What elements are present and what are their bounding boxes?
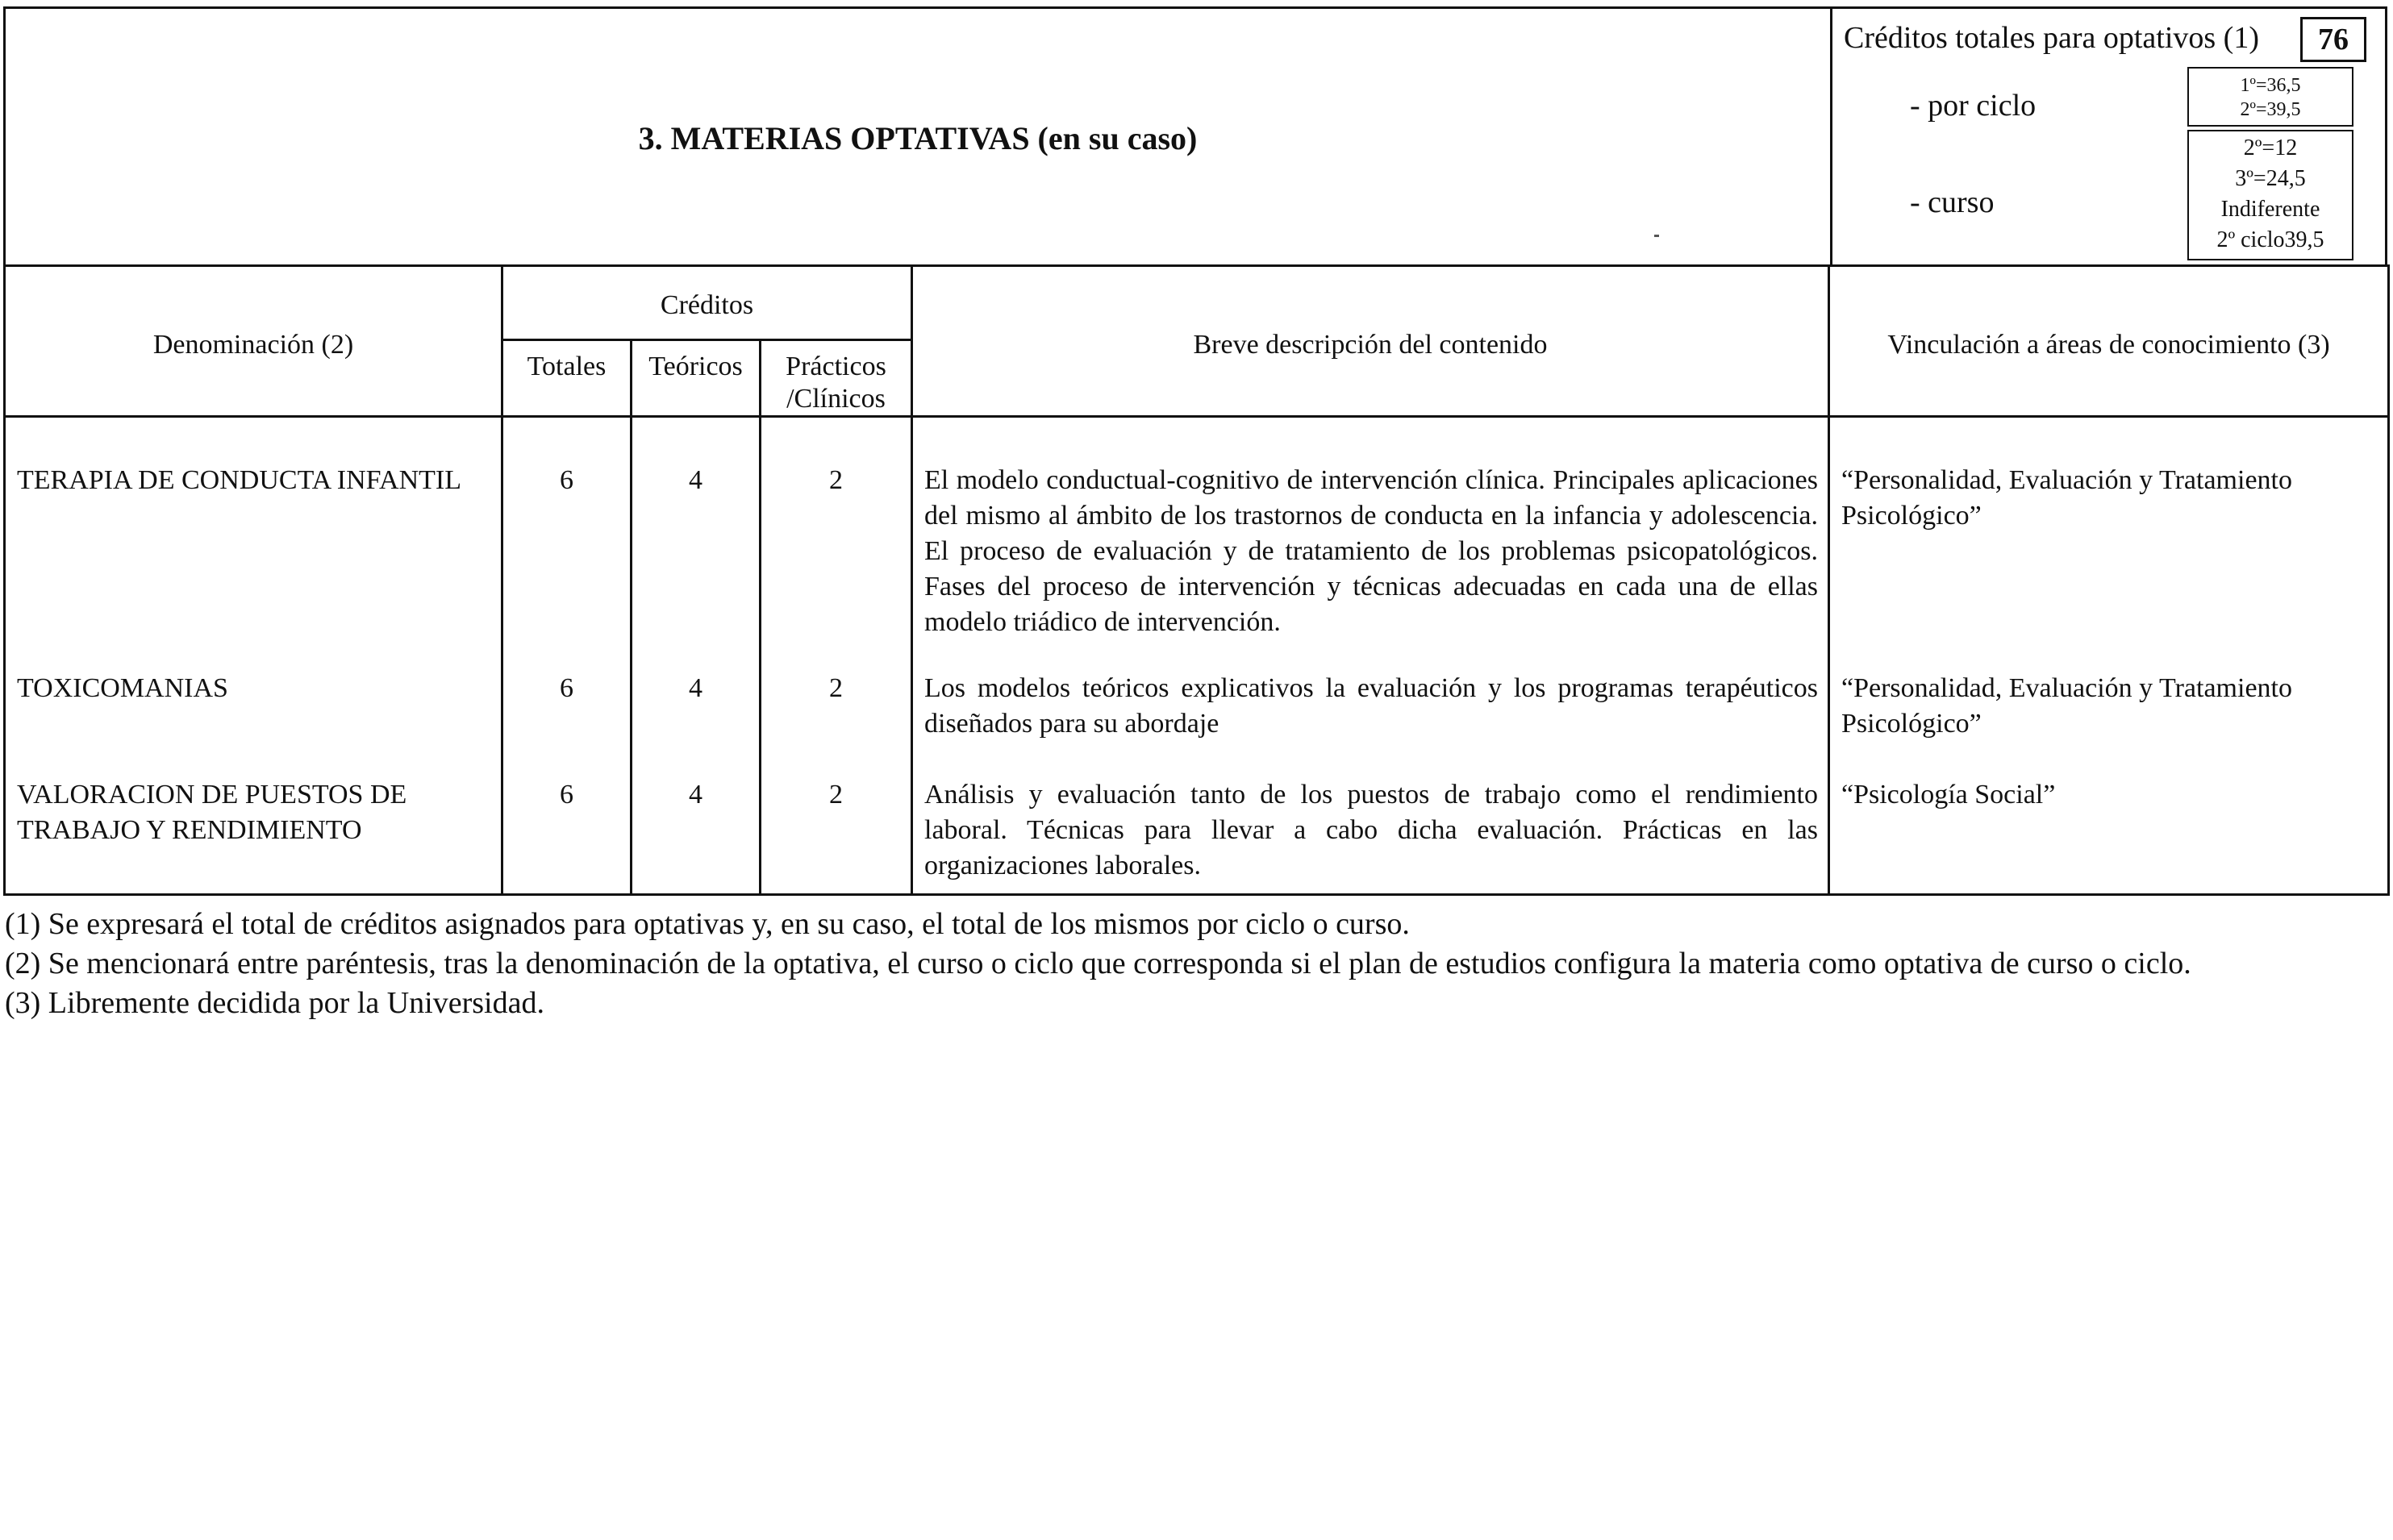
vinculacion-cell (1829, 417, 2389, 895)
credits-totales: 6 (560, 465, 573, 495)
credits-teoricos: 4 (689, 673, 702, 703)
curso-box (2187, 130, 2353, 260)
footnotes (5, 905, 2191, 1023)
table-body-row (5, 417, 2389, 895)
credits-practicos: 2 (829, 673, 843, 703)
curso-value: 3º=24,5 (2235, 166, 2306, 191)
practicos-cell (761, 417, 912, 895)
subject-description: Análisis y evaluación tanto de los puestos de trabajo como el rendimiento laboral. Técnicas para llevar a cabo dicha evaluación. Prácticas en las organizaciones laborales. (924, 780, 1818, 880)
teoricos-cell (632, 417, 761, 895)
col-header-denominacion: Denominación (2) (5, 266, 502, 417)
knowledge-area: “Personalidad, Evaluación y Tratamiento Psicológico” (1841, 465, 2292, 531)
col-header-totales: Totales (502, 340, 632, 417)
curso-value: Indiferente (2220, 197, 2320, 222)
subject-name: TOXICOMANIAS (17, 673, 228, 703)
credits-teoricos: 4 (689, 465, 702, 495)
total-credits-label: Créditos totales para optativos (1) (1844, 21, 2259, 55)
table-header-row (5, 266, 2389, 340)
footnote: (2) Se mencionará entre paréntesis, tras la denominación de la optativa, el curso o ciclo que corresponda si el plan de estudios configura la materia como optativa de curso o ciclo. (5, 947, 2191, 980)
por-ciclo-box (2187, 67, 2353, 127)
subject-name: TERAPIA DE CONDUCTA INFANTIL (17, 465, 462, 495)
descripcion-cell (912, 417, 1829, 895)
knowledge-area: “Psicología Social” (1841, 780, 2056, 810)
credits-teoricos: 4 (689, 780, 702, 810)
knowledge-area: “Personalidad, Evaluación y Tratamiento Psicológico” (1841, 673, 2292, 739)
credits-practicos: 2 (829, 780, 843, 810)
footnote: (3) Libremente decidida por la Universidad. (5, 986, 544, 1020)
credits-summary (1830, 9, 2387, 267)
denominacion-cell (5, 417, 502, 895)
por-ciclo-value: 1º=36,5 (2240, 75, 2301, 96)
section-title: 3. MATERIAS OPTATIVAS (en su caso) (638, 119, 1198, 156)
credits-totales: 6 (560, 780, 573, 810)
curso-value: 2º=12 (2243, 135, 2298, 160)
por-ciclo-label: - por ciclo (1910, 89, 2037, 123)
subject-description: Los modelos teóricos explicativos la evaluación y los programas terapéuticos diseñados para su abordaje (924, 673, 1818, 739)
col-header-teoricos: Teóricos (632, 340, 761, 417)
col-header-practicos: Prácticos /Clínicos (761, 340, 912, 417)
col-header-creditos: Créditos (502, 266, 912, 340)
por-ciclo-value: 2º=39,5 (2240, 99, 2301, 120)
totales-cell (502, 417, 632, 895)
credits-practicos: 2 (829, 465, 843, 495)
subject-name: VALORACION DE PUESTOS DE TRABAJO Y RENDIMIENTO (17, 780, 407, 845)
curso-value: 2º ciclo39,5 (2216, 227, 2324, 252)
total-credits-value: 76 (2300, 17, 2366, 62)
subject-description: El modelo conductual-cognitivo de intervención clínica. Principales aplicaciones del mismo al ámbito de los trastornos de conducta en la infancia y adolescencia. El proceso de evaluación y de tratamiento de los problemas psicopatológicos. Fases del proceso de intervención y técnicas adecuadas en cada una de ellas modelo triádico de intervención. (924, 465, 1818, 637)
curso-label: - curso (1910, 185, 1995, 219)
section-header (3, 6, 2387, 264)
footnote: (1) Se expresará el total de créditos asignados para optativas y, en su caso, el total de los mismos por ciclo o curso. (5, 907, 1410, 941)
col-header-descripcion: Breve descripción del contenido (912, 266, 1829, 417)
credits-totales: 6 (560, 673, 573, 703)
scan-speck (1654, 235, 1659, 237)
optativas-table (3, 264, 2390, 896)
col-header-vinculacion: Vinculación a áreas de conocimiento (3) (1829, 266, 2389, 417)
